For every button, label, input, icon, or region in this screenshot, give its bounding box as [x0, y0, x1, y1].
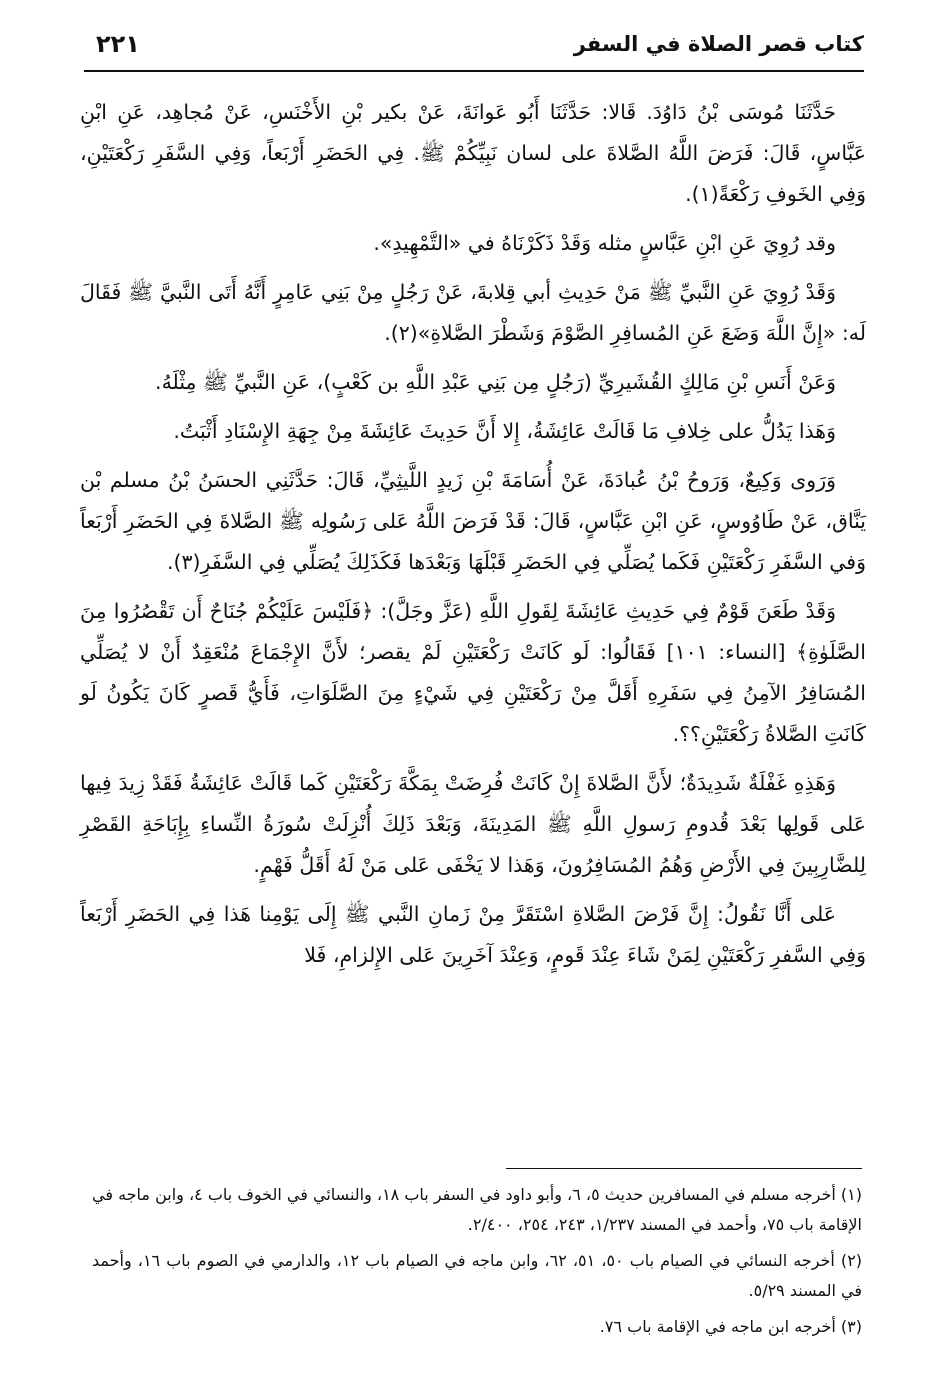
paragraph: وَعَنْ أَنَسِ بْنِ مَالِكٍ القُشَيرِيِّ (رَجُلٍ مِن بَنِي عَبْدِ اللَّهِ بن كَعْبٍ)، عَنِ النَّبيِّ ﷺ مِثْلَهُ. — [155, 370, 836, 394]
footnote: (٢) أخرجه النسائي في الصيام باب ٥٠، ٥١، ٦٢، وابن ماجه في الصيام باب ١٢، والدارمي في الصوم باب ١٦، وأحمد في المسند ٥/٢٩. — [92, 1251, 863, 1300]
main-text — [80, 92, 866, 984]
footnote-divider — [506, 1168, 862, 1169]
running-title: كتاب قصر الصلاة في السفر — [573, 32, 864, 56]
footnote: (٣) أخرجه ابن ماجه في الإقامة باب ٧٦. — [599, 1317, 862, 1336]
paragraph: حَدَّثَنَا مُوسَى بْنُ دَاوُدَ. قَالا: حَدَّثَنَا أَبُو عَوانَةَ، عَنْ بكير بْنِ الأَخْنَسِ، عَنْ مُجاهِد، عَنِ ابْنِ عَبَّاسٍ، قَالَ: فَرَضَ اللَّهُ الصَّلاةَ على لسان نَبِيِّكُمْ ﷺ. فِي الحَضَرِ أَرْبَعاً، وَفِي السَّفَرِ رَكْعَتَيْنِ، وَفِي الخَوفِ رَكْعَةً(١). — [80, 100, 866, 206]
footnotes — [92, 1180, 862, 1348]
page-header — [84, 24, 864, 72]
paragraph: وَهَذا يَدُلُّ على خِلافِ مَا قَالَتْ عَائِشَةُ، إِلا أَنَّ حَدِيثَ عَائِشَةَ مِنْ جِهَةِ الإِسْنَادِ أَثْبَتُ. — [173, 419, 836, 443]
paragraph: وَقَدْ طَعَنَ قَوْمٌ فِي حَدِيثِ عَائِشَةَ لِقَولِ اللَّهِ (عَزَّ وجَلَّ): ﴿فَلَيْسَ عَلَيْكُمْ جُنَاحٌ أَن تَقْصُرُوا مِنَ الصَّلَوٰةِ﴾ [النساء: ١٠١] فَقَالُوا: لَو كَانَتْ رَكْعَتَيْنِ لَمْ يقصر؛ لأَنَّ الإِجْمَاعَ مُنْعَقِدٌ أَنْ لا يُصَلِّي المُسَافِرُ الآمِنُ فِي سَفَرِهِ أَقَلَّ مِنْ رَكْعَتَيْنِ فِي شَيْءٍ مِنَ الصَّلَوَاتِ، فَأَيُّ قَصرٍ كَانَ يَكُونُ لَو كَانَتِ الصَّلاةُ رَكْعَتَيْنِ؟؟. — [80, 599, 866, 746]
paragraph: وَقَدْ رُوِيَ عَنِ النَّبيِّ ﷺ مَنْ حَدِيثِ أبي قِلابةَ، عَنْ رَجُلٍ مِنْ بَنِي عَامِرٍ أَنَّهُ أَتَى النَّبيَّ ﷺ فَقَالَ لَه: «إِنَّ اللَّهَ وَضَعَ عَنِ المُسافِرِ الصَّوْمَ وَشَطْرَ الصَّلاةِ»(٢). — [80, 280, 866, 345]
paragraph: وقد رُوِيَ عَنِ ابْنِ عَبَّاسٍ مثله وَقَدْ ذَكَرْنَاهُ في «التَّمْهِيدِ». — [373, 231, 836, 255]
footnote: (١) أخرجه مسلم في المسافرين حديث ٥، ٦، وأبو داود في السفر باب ١٨، والنسائي في الخوف باب ٤، وابن ماجه في الإقامة باب ٧٥، وأحمد في المسند ١/٢٣٧، ٢٤٣، ٢٥٤، ٢/٤٠٠. — [92, 1185, 862, 1234]
paragraph: وَرَوى وَكِيعٌ، وَرَوحُ بْنُ عُبادَةَ، عَنْ أُسَامَةَ بْنِ زَيدٍ اللَّيثِيِّ، قَالَ: حَدَّثَنِي الحسَنُ بْنُ مسلم بْن يَنَّاق، عَنْ طَاوُوسٍ، عَنِ ابْنِ عَبَّاسٍ، قَالَ: قَدْ فَرَضَ اللَّهُ عَلى رَسُولِه ﷺ الصَّلاةَ فِي الحَضَرِ أَرْبَعاً وَفي السَّفَرِ رَكْعَتَيْنِ فَكَما يُصَلِّي فِي الحَضَرِ قَبْلَهَا وَبَعْدَها فَكَذَلِكَ يُصَلِّي فِي السَّفَرِ(٣). — [80, 468, 866, 574]
paragraph: عَلى أَنَّا نَقُولُ: إِنَّ فَرْضَ الصَّلاةِ اسْتَقَرَّ مِنْ زَمانِ النَّبي ﷺ إِلَى يَوْمِنا هَذا فِي الحَضَرِ أَرْبَعاً وَفِي السَّفرِ رَكْعَتَيْنِ لِمَنْ شَاءَ عِنْدَ قَومٍ، وَعِنْدَ آخَرِينَ عَلى الإِلزامِ، فَلا — [80, 902, 866, 967]
page-number: ٢٢١ — [96, 30, 140, 58]
paragraph: وَهَذِهِ غَفْلَةٌ شَدِيدَةٌ؛ لأَنَّ الصَّلاةَ إِنْ كَانَتْ فُرِضَتْ بِمَكَّةَ رَكْعَتَيْنِ كَما قَالَتْ عَائِشَةُ فَقَدْ زِيدَ فِيها عَلى قَولِها بَعْدَ قُدومِ رَسولِ اللَّهِ ﷺ المَدِينَةَ، وَبَعْدَ ذَلِكَ أُنْزِلَتْ سُورَةُ النِّساءِ بِإِبَاحَةِ القَصْرِ لِلضَّارِبِينَ فِي الأَرْضِ وَهُمُ المُسَافِرُونَ، وَهَذا لا يَخْفَى عَلى مَنْ لَهُ أَقَلُّ فَهْمٍ. — [80, 771, 866, 877]
